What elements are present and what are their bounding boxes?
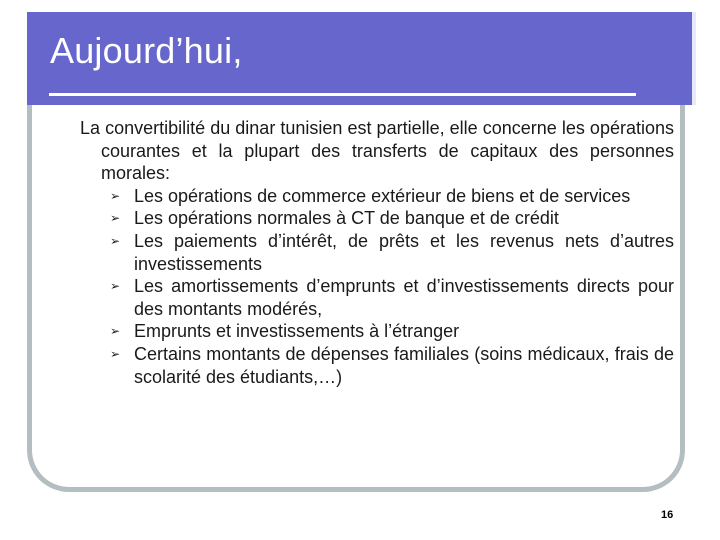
slide-title: Aujourd’hui, [50,30,243,71]
arrowhead-bullet-icon: ➢ [110,188,121,203]
bullet-text: Les opérations normales à CT de banque et de crédit [134,208,559,229]
bullet-item [110,275,674,320]
arrowhead-bullet-icon: ➢ [110,346,121,361]
bullet-text: Certains montants de dépenses familiales (soins médicaux, frais de scolarité des étudiants,…) [134,343,674,387]
arrowhead-bullet-icon: ➢ [110,279,121,294]
arrowhead-bullet-icon: ➢ [110,233,121,248]
bullet-text: Emprunts et investissements à l’étranger [134,321,460,342]
bullet-item [110,207,674,230]
intro-paragraph: La convertibilité du dinar tunisien est partielle, elle concerne les opérations courantes et la plupart des transferts de capitaux des personnes morales: [80,118,674,184]
bullet-item [110,320,674,343]
arrowhead-bullet-icon: ➢ [110,211,121,226]
title-underline [49,93,636,96]
bullet-item [110,230,674,275]
bullet-item [110,343,674,388]
title-bar-accent [692,12,696,105]
bullet-item [110,185,674,208]
page-number: 16 [661,509,674,521]
bullet-text: Les opérations de commerce extérieur de biens et de services [134,185,631,206]
bullet-list [80,185,674,388]
slide-body [80,117,674,388]
bullet-text: Les paiements d’intérêt, de prêts et les revenus nets d’autres investissements [134,230,674,274]
bullet-text: Les amortissements d’emprunts et d’investissements directs pour des montants modérés, [134,276,674,319]
arrowhead-bullet-icon: ➢ [110,324,121,339]
